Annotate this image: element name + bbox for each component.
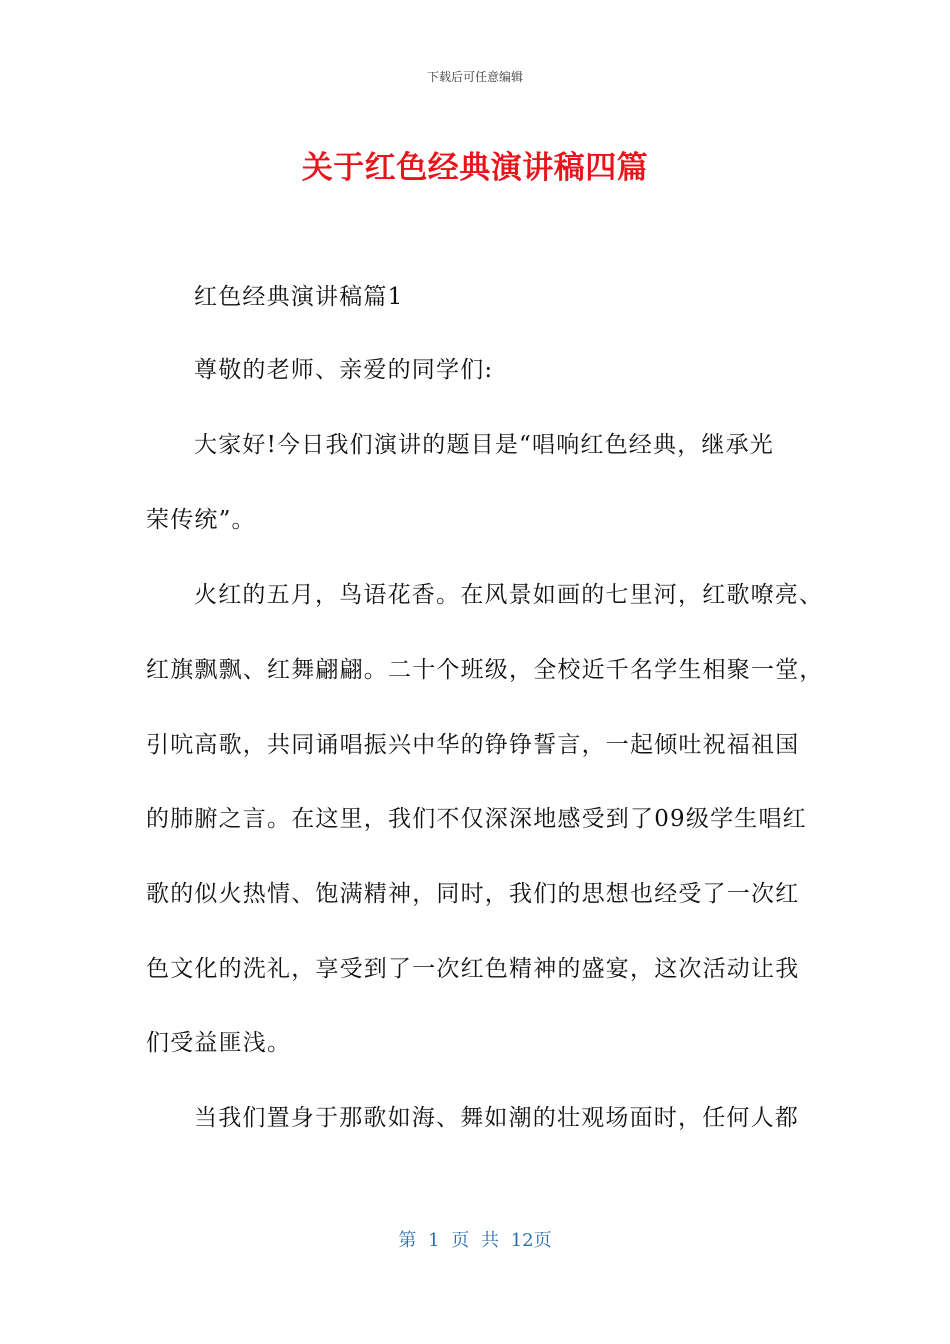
body-line: 引吭高歌，共同诵唱振兴中华的铮铮誓言，一起倾吐祝福祖国	[146, 732, 800, 758]
page-number-footer: 第 1 页 共 12页	[398, 1230, 552, 1251]
body-line: 大家好!今日我们演讲的题目是“唱响红色经典，继承光	[194, 432, 775, 458]
body-line: 们受益匪浅。	[146, 1030, 292, 1056]
body-line: 荣传统”。	[146, 507, 256, 533]
section-heading: 红色经典演讲稿篇1	[194, 284, 404, 310]
document-title: 关于红色经典演讲稿四篇	[301, 150, 649, 186]
body-line: 歌的似火热情、饱满精神，同时，我们的思想也经受了一次红	[146, 881, 800, 907]
body-line: 火红的五月，鸟语花香。在风景如画的七里河，红歌嘹亮、	[194, 582, 824, 608]
body-line: 红旗飘飘、红舞翩翩。二十个班级，全校近千名学生相聚一堂，	[146, 657, 824, 683]
body-line: 的肺腑之言。在这里，我们不仅深深地感受到了09级学生唱红	[146, 806, 807, 832]
salutation-line: 尊敬的老师、亲爱的同学们:	[194, 357, 494, 383]
body-line: 当我们置身于那歌如海、舞如潮的壮观场面时，任何人都	[194, 1105, 799, 1131]
header-note: 下载后可任意编辑	[426, 70, 523, 84]
body-line: 色文化的洗礼，享受到了一次红色精神的盛宴，这次活动让我	[146, 956, 800, 982]
